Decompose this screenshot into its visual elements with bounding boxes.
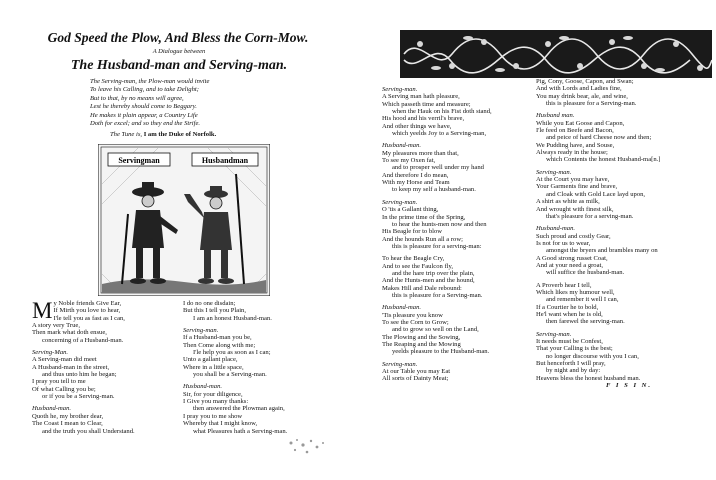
right-column-1 [382, 86, 492, 383]
verse-line: I pray you to me show [183, 412, 243, 420]
tune-name: I am the Duke of Norfolk. [143, 131, 217, 138]
verse-line: I pray you tell to me [32, 378, 86, 386]
verse-line: I'le feed on Beefe and Bacon, [536, 127, 614, 135]
dialogue-line: A Dialogue between [152, 48, 206, 55]
speaker-heading: Serving-Man. [32, 349, 69, 357]
verse-line: Unto a gallant place, [183, 356, 238, 364]
speaker-heading: Serving-man. [183, 327, 219, 335]
verse-line: And therefore I do mean, [382, 171, 449, 179]
verse-line: when the Hauk on his Fist doth stand, [392, 108, 492, 116]
intro-line: To leave his Calling, and to take Delight; [90, 86, 199, 94]
verse-line: And the hounds Run all a row; [382, 235, 463, 243]
verse-line: no longer discourse with you I can, [546, 352, 639, 360]
verse-line: Sir, for your diligence, [183, 390, 243, 398]
speaker-heading: Serving-man. [382, 198, 418, 206]
verse-line: But this I tell you Plain, [183, 307, 247, 315]
verse-line: I am an honest Husband-man. [193, 314, 272, 322]
verse-line: Then mark what doth ensue, [32, 329, 107, 337]
verse-line: My pleasures more than that, [382, 149, 459, 157]
verse-line: His Beagle for to blow [382, 228, 443, 236]
verse-line: I'le tell you as fast as I can, [53, 314, 125, 322]
woodcut-label-servingman: Servingman [118, 156, 160, 165]
decorative-ornament-band [400, 30, 712, 78]
verse-line: Pig, Cony, Goose, Capon, and Swan; [536, 78, 634, 85]
verse-line: While you Eat Goose and Capon, [536, 119, 625, 127]
verse-line: this is pleasure for a Serving-man. [546, 100, 637, 108]
verse-line: Is not for us to wear, [536, 239, 591, 247]
speaker-heading: Husband-man. [536, 225, 576, 233]
verse-line: A story very True, [32, 322, 80, 330]
left-column-2 [183, 300, 287, 435]
verse-line: I do no one disdain; [183, 300, 236, 307]
verse-line: and the hare trip over the plain, [392, 269, 475, 277]
verse-line: Which passeth time and measure; [382, 100, 471, 108]
verse-line: and thus unto him he began; [42, 371, 117, 379]
speaker-heading: Husband-man. [32, 405, 72, 413]
speaker-heading: Serving-man. [536, 330, 572, 338]
speaker-heading: Serving-man. [536, 168, 572, 176]
verse-line: And the Hunts-men and the hound, [382, 277, 475, 285]
verse-line: It needs must be Confest, [536, 338, 603, 345]
verse-line: All sorts of Dainty Meat; [382, 375, 449, 383]
verse-line: And at your need a groat, [536, 261, 604, 269]
verse-line: He'l want when he is old, [536, 310, 603, 318]
verse-line: Always ready in the house; [536, 149, 608, 157]
finis-mark: F I S I N. [606, 382, 653, 390]
verse-line: A Husband-man in the street, [32, 363, 110, 371]
verse-line: to hear the hunts-men now and then [392, 220, 487, 228]
speaker-heading: Husband-man. [382, 304, 422, 312]
verse-line: or if you be a Serving-man. [42, 393, 115, 401]
drop-cap: M [32, 298, 53, 323]
verse-line: A Good strong russet Coat, [536, 254, 608, 262]
verse-line: In the prime time of the Spring, [382, 213, 466, 221]
verse-line: And to see the Faulcon fly, [382, 262, 453, 270]
verse-line: amongst the bryers and brambles many on [546, 247, 658, 255]
intro-line: He makes it plain appear, a Country Life [90, 111, 198, 119]
speaker-heading: Husband man. [536, 112, 575, 120]
verse-line: which Contents the honest Husband-ma[n.] [546, 156, 661, 164]
verse-line: A Proverb hear I tell, [536, 281, 592, 289]
verse-line: and peice of hard Cheese now and then; [546, 134, 652, 142]
ink-mark [285, 435, 329, 457]
right-page [358, 0, 716, 480]
verse-line: Then Come along with me; [183, 341, 256, 349]
verse-line: At our Table you may Eat [382, 368, 451, 376]
verse-text: y Noble friends Give Ear, [53, 300, 122, 307]
woodcut-illustration [98, 144, 270, 296]
verse-line: Quoth he, my brother dear, [32, 412, 104, 420]
verse-line: and remember it well I can, [546, 296, 619, 304]
verse-line: 'Tis pleasure you know [382, 311, 443, 319]
verse-line: A shirt as white as milk, [536, 198, 600, 206]
verse-line: If Mirth you love to hear, [53, 307, 121, 315]
verse-line: And other things we have, [382, 122, 452, 130]
speaker-heading: Husband-man. [183, 383, 223, 391]
verse-line: and to grow so well on the Land, [392, 326, 479, 334]
verse-line: and to prosper well under my hand [392, 164, 484, 172]
ballad-subtitle: The Husband-man and Serving-man. [70, 58, 288, 73]
ballad-title: God Speed the Plow, And Bless the Corn-Mow. [47, 30, 309, 45]
verse-line: to keep my self a husband-man. [392, 186, 476, 194]
verse-line: will suffice the husband-man. [546, 269, 625, 277]
verse-line: If a Courtier he to bold, [536, 303, 599, 311]
verse-line: Makes Hill and Dale rebound: [382, 284, 462, 292]
verse-line: then farewel the serving-man. [546, 318, 625, 326]
verse-line: Of what Calling you be; [32, 385, 96, 393]
verse-line: concerning of a Husband-man. [42, 336, 124, 344]
intro-verse [90, 78, 340, 128]
tune-line [110, 131, 350, 138]
verse-line: But henceforth I will pray, [536, 360, 606, 368]
woodcut-label-husbandman: Husbandman [201, 156, 249, 165]
verse-line: The Plowing and the Sowing, [382, 333, 461, 341]
verse-line: Where in a little space, [183, 363, 244, 371]
verse-line: The Reaping and the Mowing [382, 341, 461, 348]
verse-line: If a Husband-man you be, [183, 334, 252, 342]
verse-line: and the truth you shall Understand. [42, 427, 135, 435]
verse-line: To see the Corn to Grow; [382, 318, 449, 326]
verse-line: Which likes my humour well, [536, 288, 615, 296]
left-column-1 [32, 300, 135, 435]
verse-line: And wrought with finest silk, [536, 205, 614, 213]
verse-line: Your Garments fine and brave, [536, 183, 618, 191]
speaker-heading: Serving-man. [382, 360, 418, 368]
verse-line: Such proud and costly Gear, [536, 232, 611, 240]
right-column-2 [536, 78, 660, 389]
verse-line: that's pleasure for a serving-man. [546, 212, 634, 220]
intro-line: But to that, by no means will agree, [90, 94, 184, 102]
verse-line: The Coast I mean to Clear, [32, 420, 103, 428]
verse-line: And with Lords and Ladies fine, [536, 85, 622, 93]
verse-line: I Give you many thanks: [183, 398, 249, 406]
verse-line: O 'tis a Gallant thing, [382, 206, 439, 214]
verse-line: At the Court you may have, [536, 176, 610, 184]
verse-line: Whereby that I might know, [183, 420, 258, 428]
verse-line: That your Calling is the best; [536, 345, 613, 353]
tune-prefix: The Tune is, [110, 131, 143, 138]
verse-line: this is pleasure for a Serving-man. [392, 291, 483, 299]
verse-line: To see my Oxen fat, [382, 157, 436, 165]
verse-line: you shall be a Serving-man. [193, 371, 267, 379]
speaker-heading: Serving-man. [382, 86, 418, 93]
intro-line: The Serving-man, the Plow-man would invite [90, 78, 210, 85]
verse-line: by night and by day: [546, 367, 601, 375]
verse-line: With my Horse and Team [382, 179, 450, 187]
verse-line: this is pleasure for a serving-man: [392, 242, 482, 250]
verse-line: I'le help you as soon as I can; [193, 349, 271, 357]
speaker-heading: Husband-man. [382, 142, 422, 150]
verse-line: A Serving man hath pleasure, [382, 93, 460, 101]
verse-line: You may drink bear, ale, and wine, [536, 92, 628, 100]
verse-line: which yeelds Joy to a Serving-man, [392, 130, 487, 138]
intro-line: Doth for excel; and so they end the Strife. [90, 120, 201, 128]
verse-line: His hood and his verril's brave, [382, 115, 465, 123]
verse-line: Heavens bless the honest husband man. [536, 374, 641, 382]
verse-line: and Cloak with Gold Lace layd upon, [546, 190, 646, 198]
verse-line: what Pleasures hath a Serving-man. [193, 427, 288, 435]
verse-line: We Pudding have, and Souse, [536, 141, 615, 149]
verse-line: then answered the Plowman again, [193, 405, 285, 413]
intro-line: Lest he thereby should come to Beggary. [90, 103, 197, 111]
verse-line: To hear the Beagle Cry, [382, 255, 445, 263]
verse-line: yeelds pleasure to the Husband-man. [392, 348, 490, 356]
verse-line: A Serving-man did meet [32, 356, 97, 364]
